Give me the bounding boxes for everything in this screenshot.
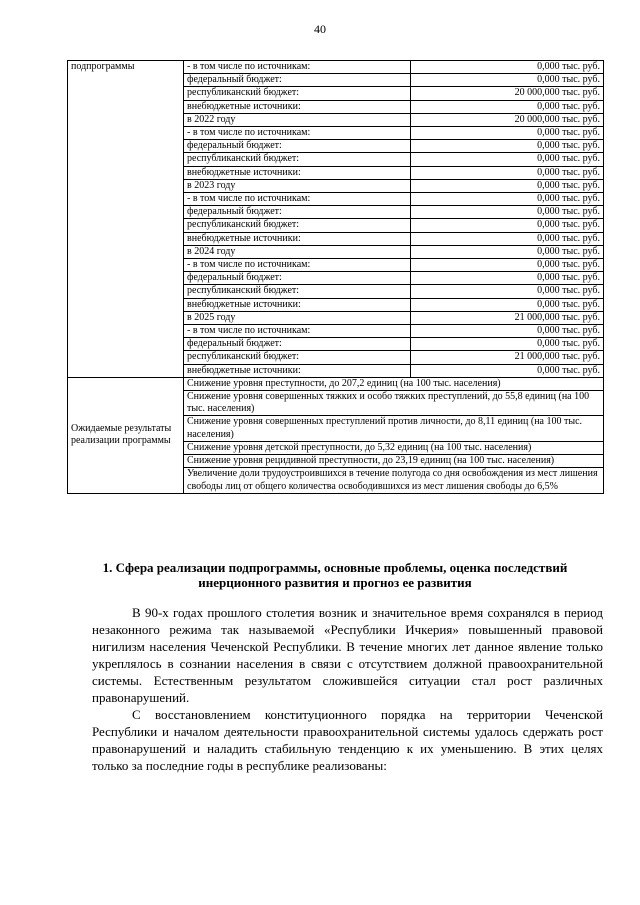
funding-label: - в том числе по источникам: <box>184 127 411 140</box>
expected-results-label: Ожидаемые результаты реализации программы <box>68 377 184 493</box>
funding-label: внебюджетные источники: <box>184 166 411 179</box>
funding-table-body <box>68 61 604 378</box>
funding-label: республиканский бюджет: <box>184 219 411 232</box>
funding-amount: 0,000 тыс. руб. <box>411 259 604 272</box>
funding-amount: 0,000 тыс. руб. <box>411 193 604 206</box>
funding-amount: 0,000 тыс. руб. <box>411 298 604 311</box>
expected-result: Увеличение доли трудоустроившихся в течение полугода со дня освобождения из мест лишения свободы лиц от общего количества освободившихся из мест лишения свободы до 6,5% <box>184 468 604 493</box>
funding-amount: 0,000 тыс. руб. <box>411 285 604 298</box>
funding-label: - в том числе по источникам: <box>184 193 411 206</box>
funding-label: внебюджетные источники: <box>184 232 411 245</box>
funding-amount: 21 000,000 тыс. руб. <box>411 311 604 324</box>
funding-label: республиканский бюджет: <box>184 351 411 364</box>
results-table-body <box>68 377 604 493</box>
funding-amount: 0,000 тыс. руб. <box>411 364 604 377</box>
funding-amount: 0,000 тыс. руб. <box>411 232 604 245</box>
funding-amount: 0,000 тыс. руб. <box>411 100 604 113</box>
funding-amount: 20 000,000 тыс. руб. <box>411 87 604 100</box>
funding-amount: 0,000 тыс. руб. <box>411 127 604 140</box>
funding-amount: 0,000 тыс. руб. <box>411 338 604 351</box>
funding-label: внебюджетные источники: <box>184 100 411 113</box>
funding-amount: 0,000 тыс. руб. <box>411 325 604 338</box>
funding-label: федеральный бюджет: <box>184 272 411 285</box>
paragraph: В 90-х годах прошлого столетия возник и значительное время сохранялся в период незаконного режима так называемой «Республики Ичкерия» повышенный правовой нигилизм населения Чеченской Республики. В течение многих лет данное явление только укреплялось в сознании населения в связи с отсутствием должной правоохранительной системы. Естественным результатом сложившейся ситуации стал рост различных правонарушений. <box>92 605 603 705</box>
page-number: 40 <box>314 22 326 36</box>
funding-label: федеральный бюджет: <box>184 74 411 87</box>
funding-label: внебюджетные источники: <box>184 298 411 311</box>
expected-result: Снижение уровня преступности, до 207,2 единиц (на 100 тыс. населения) <box>184 377 604 390</box>
section-title: 1. Сфера реализации подпрограммы, основные проблемы, оценка последствий инерционного развития и прогноз ее развития <box>102 560 568 590</box>
funding-amount: 0,000 тыс. руб. <box>411 245 604 258</box>
table-row <box>68 61 604 74</box>
funding-amount: 0,000 тыс. руб. <box>411 61 604 74</box>
funding-label: республиканский бюджет: <box>184 153 411 166</box>
funding-amount: 0,000 тыс. руб. <box>411 74 604 87</box>
program-label: подпрограммы <box>68 61 184 378</box>
funding-amount: 0,000 тыс. руб. <box>411 140 604 153</box>
funding-label: в 2024 году <box>184 245 411 258</box>
funding-label: федеральный бюджет: <box>184 206 411 219</box>
funding-label: в 2023 году <box>184 179 411 192</box>
funding-label: внебюджетные источники: <box>184 364 411 377</box>
funding-amount: 20 000,000 тыс. руб. <box>411 113 604 126</box>
table-row <box>68 377 604 390</box>
funding-label: в 2022 году <box>184 113 411 126</box>
expected-result: Снижение уровня совершенных преступлений против личности, до 8,11 единиц (на 100 тыс. населения) <box>184 416 604 441</box>
expected-result: Снижение уровня детской преступности, до 5,32 единиц (на 100 тыс. населения) <box>184 441 604 454</box>
expected-result: Снижение уровня рецидивной преступности, до 23,19 единиц (на 100 тыс. населения) <box>184 455 604 468</box>
paragraph: С восстановлением конституционного порядка на территории Чеченской Республики и началом деятельности правоохранительной системы удалось сдержать рост правонарушений и наладить стабильную тенденцию к их уменьшению. В этих целях только за последние годы в республике реализованы: <box>92 707 603 773</box>
funding-amount: 0,000 тыс. руб. <box>411 272 604 285</box>
funding-amount: 0,000 тыс. руб. <box>411 206 604 219</box>
funding-label: федеральный бюджет: <box>184 140 411 153</box>
program-passport-table <box>67 60 604 494</box>
funding-label: - в том числе по источникам: <box>184 325 411 338</box>
expected-result: Снижение уровня совершенных тяжких и особо тяжких преступлений, до 55,8 единиц (на 100 тыс. населения) <box>184 391 604 416</box>
funding-label: в 2025 году <box>184 311 411 324</box>
funding-label: республиканский бюджет: <box>184 87 411 100</box>
funding-label: - в том числе по источникам: <box>184 61 411 74</box>
funding-label: республиканский бюджет: <box>184 285 411 298</box>
funding-amount: 0,000 тыс. руб. <box>411 166 604 179</box>
funding-amount: 0,000 тыс. руб. <box>411 179 604 192</box>
funding-amount: 0,000 тыс. руб. <box>411 153 604 166</box>
funding-label: федеральный бюджет: <box>184 338 411 351</box>
funding-amount: 21 000,000 тыс. руб. <box>411 351 604 364</box>
funding-amount: 0,000 тыс. руб. <box>411 219 604 232</box>
funding-label: - в том числе по источникам: <box>184 259 411 272</box>
section-body <box>92 604 603 774</box>
